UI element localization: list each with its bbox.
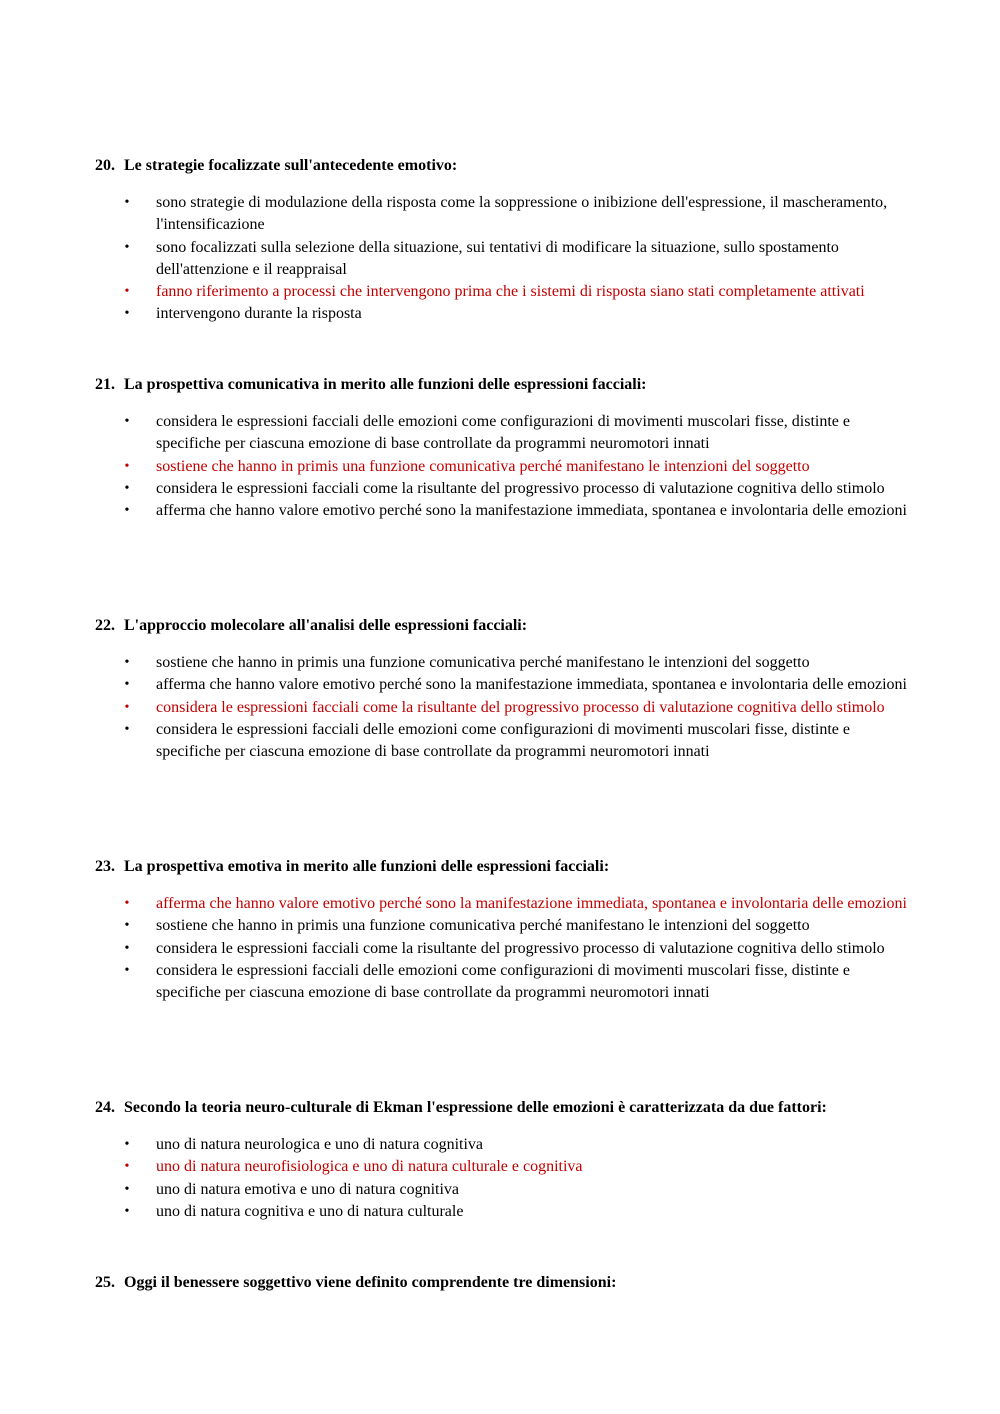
answer-option-correct (95, 697, 915, 719)
answer-list (95, 192, 915, 326)
answer-text: uno di natura emotiva e uno di natura cognitiva (156, 1180, 460, 1198)
question-24 (95, 1098, 915, 1223)
answer-option (95, 915, 915, 937)
question-number: 23. (95, 858, 115, 875)
question-number: 20. (95, 157, 115, 174)
answer-option (95, 192, 915, 237)
answer-list (95, 411, 915, 522)
answer-text: sostiene che hanno in primis una funzione comunicativa perché manifestano le intenzioni del soggetto (156, 917, 810, 935)
question-number: 22. (95, 617, 115, 634)
answer-option (95, 411, 915, 456)
bullet-icon: • (124, 1159, 130, 1175)
answer-text: sostiene che hanno in primis una funzione comunicativa perché manifestano le intenzioni del soggetto (156, 654, 810, 671)
bullet-icon: • (124, 1203, 130, 1219)
question-title (95, 1273, 915, 1293)
answer-text: considera le espressioni facciali delle emozioni come configurazioni di movimenti muscolari fisse, distinte e specifiche per ciascuna emozione di base controllate da programmi neuromotori innati (156, 413, 851, 453)
answer-text: considera le espressioni facciali delle emozioni come configurazioni di movimenti muscolari fisse, distinte e specifiche per ciascuna emozione di base controllate da programmi neuromotori innati (156, 720, 851, 761)
question-number: 25. (95, 1274, 115, 1291)
answer-text: sono strategie di modulazione della risposta come la soppressione o inibizione dell'espressione, il mascheramento, l'intensificazione (156, 194, 888, 234)
question-text: La prospettiva emotiva in merito alle funzioni delle espressioni facciali: (124, 858, 610, 875)
question-text: Oggi il benessere soggettivo viene definito comprendente tre dimensioni: (124, 1274, 617, 1291)
answer-text: considera le espressioni facciali come la risultante del progressivo processo di valutazione cognitiva dello stimolo (156, 479, 885, 497)
bullet-icon: • (124, 195, 130, 210)
answer-text: afferma che hanno valore emotivo perché sono la manifestazione immediata, spontanea e involontaria delle emozioni (156, 502, 907, 520)
bullet-icon: • (124, 1181, 130, 1197)
question-text: La prospettiva comunicativa in merito alle funzioni delle espressioni facciali: (124, 376, 647, 393)
question-title (95, 616, 915, 636)
question-text: L'approccio molecolare all'analisi delle espressioni facciali: (124, 617, 528, 634)
answer-text: afferma che hanno valore emotivo perché sono la manifestazione immediata, spontanea e involontaria delle emozioni (156, 676, 907, 694)
answer-text: intervengono durante la risposta (156, 305, 362, 323)
answer-option-correct (95, 893, 915, 915)
answer-option (95, 1201, 915, 1223)
bullet-icon: • (124, 239, 130, 255)
bullet-icon: • (124, 1137, 130, 1152)
answer-option (95, 960, 915, 1005)
question-21 (95, 375, 915, 522)
bullet-icon: • (124, 306, 130, 322)
answer-option (95, 1134, 915, 1156)
bullet-icon: • (124, 721, 130, 737)
answer-text: afferma che hanno valore emotivo perché sono la manifestazione immediata, spontanea e involontaria delle emozioni (156, 895, 907, 912)
bullet-icon: • (124, 918, 130, 934)
answer-option (95, 938, 915, 960)
question-title (95, 857, 915, 877)
question-number: 24. (95, 1099, 115, 1116)
answer-list (95, 652, 915, 763)
bullet-icon: • (124, 962, 130, 978)
question-text: Secondo la teoria neuro-culturale di Ekman l'espressione delle emozioni è caratterizzata da due fattori: (124, 1099, 827, 1116)
answer-text: considera le espressioni facciali delle emozioni come configurazioni di movimenti muscolari fisse, distinte e specifiche per ciascuna emozione di base controllate da programmi neuromotori innati (156, 961, 851, 1002)
answer-option (95, 303, 915, 325)
answer-option (95, 500, 915, 522)
answer-option (95, 652, 915, 674)
bullet-icon: • (124, 414, 130, 429)
bullet-icon: • (124, 699, 130, 715)
answer-text: considera le espressioni facciali come la risultante del progressivo processo di valutazione cognitiva dello stimolo (156, 939, 885, 957)
question-title (95, 375, 915, 395)
bullet-icon: • (124, 503, 130, 519)
bullet-icon: • (124, 480, 130, 496)
answer-option (95, 237, 915, 282)
answer-option (95, 1179, 915, 1201)
answer-option (95, 478, 915, 500)
answer-text: sono focalizzati sulla selezione della situazione, sui tentativi di modificare la situazione, sullo spostamento dell'attenzione e il reappraisal (156, 238, 839, 278)
bullet-icon: • (124, 896, 130, 911)
bullet-icon: • (124, 458, 130, 474)
answer-text: fanno riferimento a processi che intervengono prima che i sistemi di risposta siano stati completamente attivati (156, 283, 865, 301)
question-23 (95, 857, 915, 1004)
answer-text: uno di natura neurofisiologica e uno di natura culturale e cognitiva (156, 1158, 583, 1176)
bullet-icon: • (124, 677, 130, 693)
question-text: Le strategie focalizzate sull'antecedente emotivo: (124, 157, 458, 174)
answer-list (95, 1134, 915, 1223)
question-25 (95, 1273, 915, 1293)
question-number: 21. (95, 376, 115, 393)
bullet-icon: • (124, 284, 130, 300)
answer-list (95, 893, 915, 1004)
answer-option-correct (95, 281, 915, 303)
answer-option-correct (95, 1156, 915, 1178)
answer-text: considera le espressioni facciali come la risultante del progressivo processo di valutazione cognitiva dello stimolo (156, 698, 885, 716)
bullet-icon: • (124, 940, 130, 956)
question-22 (95, 616, 915, 763)
question-title (95, 156, 915, 176)
bullet-icon: • (124, 655, 130, 670)
answer-option (95, 674, 915, 696)
question-20 (95, 156, 915, 326)
answer-option-correct (95, 456, 915, 478)
answer-text: uno di natura neurologica e uno di natura cognitiva (156, 1136, 484, 1153)
answer-option (95, 719, 915, 764)
question-title (95, 1098, 915, 1118)
answer-text: sostiene che hanno in primis una funzione comunicativa perché manifestano le intenzioni del soggetto (156, 457, 810, 475)
answer-text: uno di natura cognitiva e uno di natura culturale (156, 1202, 464, 1220)
